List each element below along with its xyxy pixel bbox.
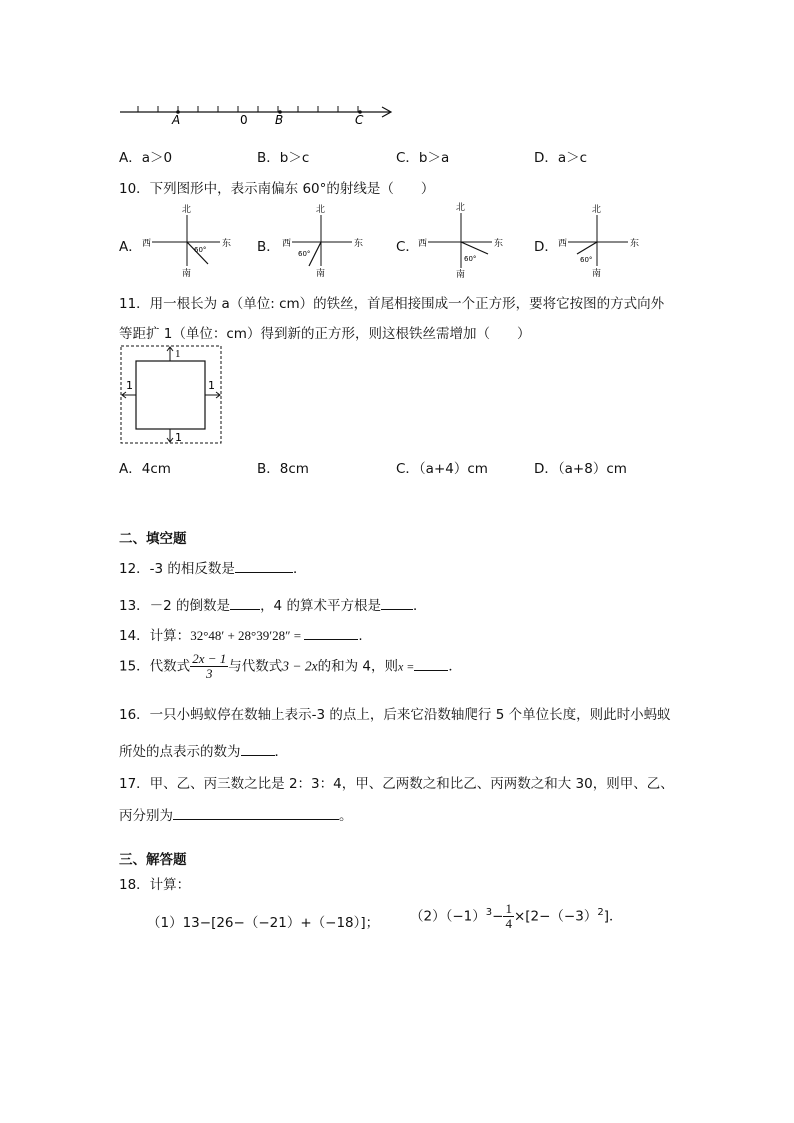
label-b: B	[275, 113, 284, 127]
q15: 15．代数式 $\frac{2x - 1}{3}$ 与代数式3 − 2x的和为 4，则x = ．	[119, 651, 462, 681]
q10-letter-c: C．	[396, 239, 419, 255]
q14: 14．计算：32°48′ + 28°39′28″ = .	[119, 628, 363, 644]
svg-text:60°: 60°	[194, 246, 207, 254]
compass-figure-a	[140, 202, 240, 277]
svg-text:60°: 60°	[580, 256, 593, 264]
q18-part1: （1）13−[26−（−21）+（−18）]；	[147, 915, 380, 931]
label-c: C	[355, 113, 364, 127]
label-a: A	[172, 113, 181, 127]
q16-blank	[241, 743, 275, 756]
svg-text:南: 南	[316, 269, 326, 277]
q11-stem-line1: 11．用一根长为 a（单位: cm）的铁丝，首尾相接围成一个正方形，要将它按图的方式向外	[119, 296, 665, 312]
q18-stem: 18．计算：	[119, 877, 191, 893]
q17-line1: 17．甲、乙、丙三数之比是 2：3：4，甲、乙两数之和比乙、丙两数之和大 30，则甲、乙、	[119, 776, 674, 792]
svg-text:东: 东	[494, 239, 504, 249]
q9-option-d: D．a＞c	[534, 150, 588, 166]
ray-d	[577, 242, 597, 254]
svg-text:东: 东	[630, 239, 640, 249]
q11-option-a: A．4cm	[119, 461, 171, 477]
svg-text:南: 南	[182, 269, 192, 277]
inner-square	[136, 361, 205, 429]
svg-text:60°: 60°	[298, 250, 311, 258]
svg-text:北: 北	[592, 205, 602, 215]
q16-line2: 所处的点表示的数为 ．	[119, 744, 288, 760]
q17-blank	[173, 807, 339, 820]
q12: 12．-3 的相反数是 ．	[119, 561, 307, 577]
q13: 13．－2 的倒数是 ，4 的算术平方根是 ．	[119, 598, 427, 614]
q9-option-b: B．b＞c	[257, 150, 310, 166]
q13-blank-1	[230, 597, 260, 610]
svg-text:南: 南	[456, 270, 466, 278]
svg-text:西: 西	[142, 239, 152, 249]
svg-text:东: 东	[354, 239, 364, 249]
compass-figure-c	[416, 200, 516, 278]
q18-part2: $(2)(-1)^3-$ $\frac{1}{4}$ $\times[2-(-3)^2]$．	[410, 901, 623, 931]
svg-text:1: 1	[126, 379, 133, 392]
q10-letter-b: B．	[257, 239, 280, 255]
svg-text:南: 南	[592, 269, 602, 277]
svg-text:西: 西	[558, 239, 568, 249]
q10-letter-d: D．	[534, 239, 558, 255]
svg-text:1: 1	[175, 431, 182, 444]
svg-text:西: 西	[418, 239, 428, 249]
svg-text:北: 北	[456, 203, 466, 213]
q13-blank-2	[381, 597, 413, 610]
q11-stem-line2: 等距扩 1（单位：cm）得到新的正方形，则这根铁丝需增加（ ）	[119, 326, 531, 342]
svg-text:60°: 60°	[464, 255, 477, 263]
ray-c	[461, 242, 488, 254]
q18-fraction: $\frac{1}{4}$	[505, 901, 512, 931]
section3-title: 三、解答题	[119, 852, 187, 868]
q9-option-a: A．a＞0	[119, 150, 173, 166]
compass-figure-b	[280, 202, 380, 277]
ray-b	[309, 242, 321, 266]
q11-option-d: D．（a+8）cm	[534, 461, 627, 477]
svg-text:北: 北	[182, 205, 192, 215]
q15-blank	[414, 658, 448, 671]
label-zero: 0	[240, 113, 248, 127]
q17-line2: 丙分别为 。	[119, 808, 353, 824]
q10-letter-a: A．	[119, 239, 142, 255]
compass-figure-d	[556, 202, 656, 277]
svg-text:东: 东	[222, 239, 232, 249]
number-line-ticks	[138, 106, 358, 112]
q11-option-b: B．8cm	[257, 461, 309, 477]
svg-text:1: 1	[208, 379, 215, 392]
q16-line1: 16．一只小蚂蚁停在数轴上表示-3 的点上，后来它沿数轴爬行 5 个单位长度，则此时小蚂蚁	[119, 707, 671, 723]
q9-option-c: C．b＞a	[396, 150, 450, 166]
svg-text:西: 西	[282, 239, 292, 249]
q15-fraction: $\frac{2x - 1}{3}$	[192, 651, 227, 681]
q14-blank	[304, 627, 358, 640]
q10-stem: 10．下列图形中，表示南偏东 60°的射线是（ ）	[119, 181, 435, 197]
section2-title: 二、填空题	[119, 531, 187, 547]
svg-text:1: 1	[175, 348, 181, 360]
q11-option-c: C．（a+4）cm	[396, 461, 488, 477]
svg-text:北: 北	[316, 205, 326, 215]
q12-blank	[235, 560, 293, 573]
square-expansion-figure	[118, 344, 224, 446]
number-line-figure	[118, 100, 398, 130]
